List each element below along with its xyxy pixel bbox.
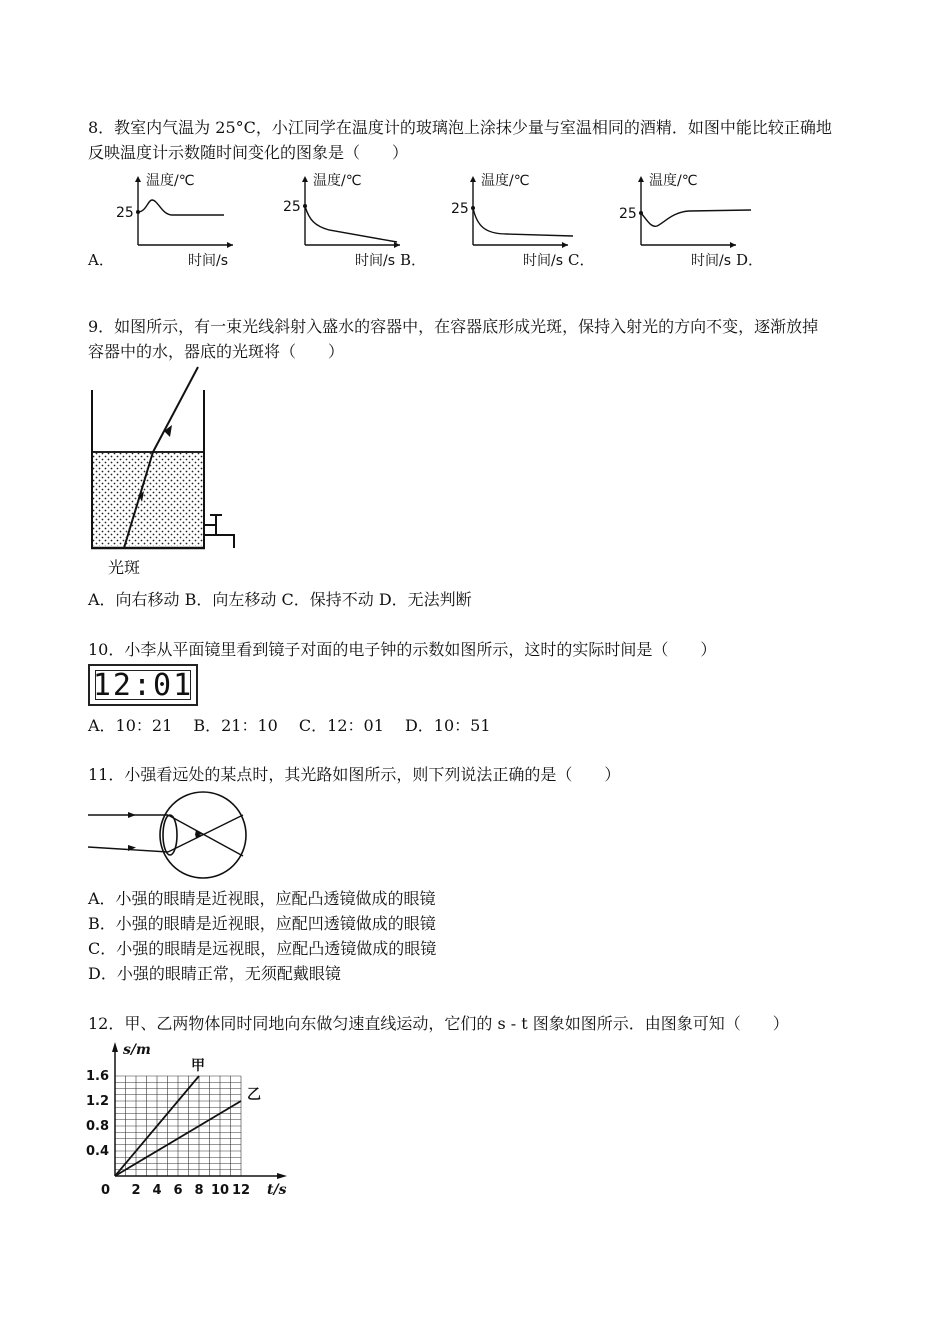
temperature-axis-label: 温度/℃ <box>313 173 362 189</box>
y-axis-arrow <box>302 176 308 182</box>
y-axis-arrow <box>135 176 141 182</box>
q9-stem-line2: 容器中的水，器底的光斑将（ ） <box>88 342 345 361</box>
q11-option-c: C．小强的眼睛是远视眼，应配凸透镜做成的眼镜 <box>88 939 437 958</box>
series-label-yi: 乙 <box>247 1087 261 1103</box>
origin-label: 0 <box>101 1183 111 1198</box>
q11-eye-figure <box>88 790 258 885</box>
tick-25-label: 25 <box>619 206 637 222</box>
x-axis-arrow <box>277 1173 287 1179</box>
x-tick-label: 4 <box>152 1183 162 1198</box>
temperature-curve <box>138 200 224 215</box>
tick-25-label: 25 <box>451 201 469 217</box>
x-tick-label: 8 <box>194 1183 204 1198</box>
q9-options: A．向右移动 B．向左移动 C．保持不动 D．无法判断 <box>88 590 472 609</box>
x-axis-arrow <box>562 242 568 248</box>
clock-display: 12:01 <box>92 667 194 703</box>
time-axis-label: 时间/s <box>188 253 229 269</box>
x-axis-arrow <box>227 242 233 248</box>
q11-option-a: A．小强的眼睛是近视眼，应配凸透镜做成的眼镜 <box>88 889 436 908</box>
temperature-axis-label: 温度/℃ <box>146 173 195 189</box>
x-tick-label: 2 <box>131 1183 141 1198</box>
q8-stem-line2: 反映温度计示数随时间变化的图象是（ ） <box>88 143 409 162</box>
q12-stem: 12．甲、乙两物体同时同地向东做匀速直线运动，它们的 s - t 图象如图所示．由图象可知（ ） <box>88 1014 789 1033</box>
q8-graph-options <box>88 168 848 268</box>
y-axis-arrow <box>470 176 476 182</box>
incident-ray <box>153 367 198 452</box>
tick-25-label: 25 <box>283 199 301 215</box>
temperature-curve <box>305 206 397 242</box>
q8-option-letter-d: D． <box>736 251 764 269</box>
q8-graph-b <box>283 172 400 269</box>
q8-stem-line1: 8．教室内气温为 25°C，小江同学在温度计的玻璃泡上涂抹少量与室温相同的酒精．如图中能比较正确地 <box>88 118 832 137</box>
q9-container-figure <box>86 365 246 580</box>
tick-25-label: 25 <box>116 205 134 221</box>
x-tick-label: 6 <box>173 1183 183 1198</box>
q11-option-d: D．小强的眼睛正常，无须配戴眼镜 <box>88 964 341 983</box>
y-tick-label: 0.4 <box>85 1144 109 1159</box>
digital-clock-figure <box>88 664 198 706</box>
light-spot-label: 光斑 <box>108 558 141 577</box>
q8-graph-a <box>116 172 233 269</box>
q8-option-letter-b: B． <box>400 251 427 269</box>
time-axis-label: 时间/s <box>691 253 732 269</box>
q8-graph-c <box>451 172 573 269</box>
x-axis-arrow <box>394 242 400 248</box>
y-axis-arrow <box>112 1042 118 1052</box>
x-axis-label: t/s <box>267 1182 287 1198</box>
y-tick-label: 1.2 <box>85 1094 109 1109</box>
q12-s-t-chart <box>85 1038 305 1203</box>
q8-graph-d <box>619 172 751 269</box>
q10-options: A．10：21 B．21：10 C．12：01 D．10：51 <box>88 716 491 735</box>
q11-option-b: B．小强的眼睛是近视眼，应配凹透镜做成的眼镜 <box>88 914 436 933</box>
q11-stem: 11．小强看远处的某点时，其光路如图所示，则下列说法正确的是（ ） <box>88 765 621 784</box>
temperature-axis-label: 温度/℃ <box>649 173 698 189</box>
x-tick-label: 10 <box>210 1183 230 1198</box>
temperature-curve <box>473 208 573 236</box>
x-tick-label: 12 <box>231 1183 251 1198</box>
q10-stem: 10．小李从平面镜里看到镜子对面的电子钟的示数如图所示，这时的实际时间是（ ） <box>88 640 717 659</box>
y-axis-arrow <box>638 176 644 182</box>
y-tick-label: 1.6 <box>85 1069 109 1084</box>
y-tick-label: 0.8 <box>85 1119 109 1134</box>
x-axis-arrow <box>730 242 736 248</box>
temperature-curve <box>641 210 751 226</box>
q8-option-letter-c: C． <box>568 251 595 269</box>
series-label-jia: 甲 <box>191 1058 205 1074</box>
y-axis-label: s/m <box>123 1042 151 1058</box>
q8-option-letter-a: A． <box>88 251 114 269</box>
temperature-axis-label: 温度/℃ <box>481 173 530 189</box>
q9-stem-line1: 9．如图所示，有一束光线斜射入盛水的容器中，在容器底形成光斑，保持入射光的方向不变，逐渐放掉 <box>88 317 819 336</box>
time-axis-label: 时间/s <box>355 253 396 269</box>
time-axis-label: 时间/s <box>523 253 564 269</box>
